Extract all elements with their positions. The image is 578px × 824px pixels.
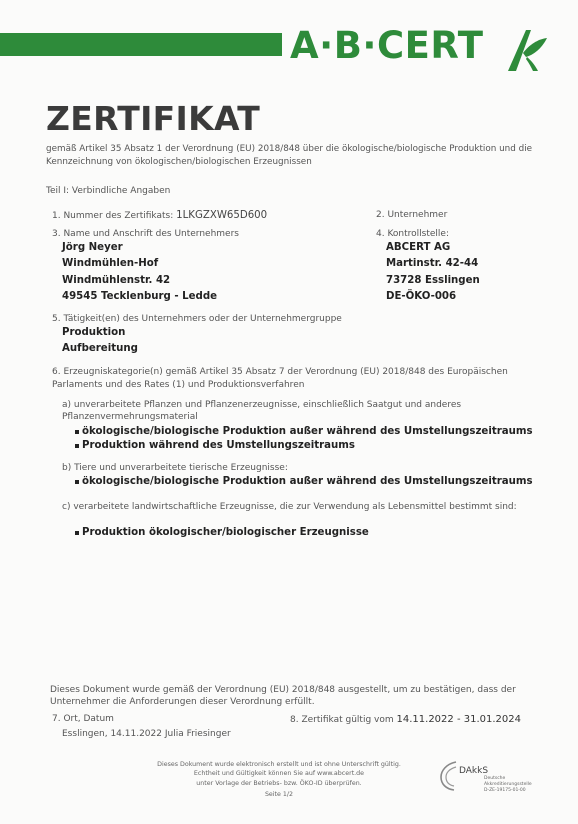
bullet-icon: [75, 444, 79, 448]
activities-label: 5. Tätigkeit(en) des Unternehmers oder der Unternehmergruppe: [52, 314, 342, 324]
footer-line: unter Vorlage der Betriebs- bzw. ÖKO-ID überprüfen.: [196, 779, 362, 787]
place-date-label: 7. Ort, Datum: [52, 714, 114, 724]
dakks-subtext: [484, 776, 532, 794]
dakks-subtext-line: Deutsche: [484, 776, 506, 781]
activity-item: Produktion: [62, 327, 126, 338]
dakks-name: DAkkS: [459, 766, 489, 776]
address-line: Jörg Neyer: [62, 242, 123, 253]
bullet-icon: [75, 430, 79, 434]
category-b-item-text: ökologische/biologische Produktion außer während des Umstellungszeitraums: [82, 476, 533, 487]
category-a-label: a) unverarbeitete Pflanzen und Pflanzenerzeugnisse, einschließlich Saatgut und anderes Pflanzenvermehrungsmaterial: [62, 400, 462, 422]
page-number: Seite 1/2: [264, 790, 294, 798]
category-a-item: [75, 440, 355, 451]
place-date-value: Esslingen, 14.11.2022 Julia Friesinger: [62, 729, 231, 739]
validity: [290, 714, 521, 725]
address-line: Windmühlenstr. 42: [62, 275, 171, 286]
category-a-item: [75, 426, 533, 437]
bullet-icon: [75, 480, 79, 484]
control-body-line: ABCERT AG: [386, 242, 451, 253]
categories-label: 6. Erzeugniskategorie(n) gemäß Artikel 35 Absatz 7 der Verordnung (EU) 2018/848 des Europäischen Parlaments und des Rates (1) und Produktionsverfahren: [52, 367, 508, 390]
category-c-item-text: Produktion ökologischer/biologischer Erzeugnisse: [82, 527, 369, 538]
part-heading: Teil I: Verbindliche Angaben: [46, 186, 171, 196]
control-body-label: 4. Kontrollstelle:: [376, 229, 449, 239]
category-b-item: [75, 476, 533, 487]
operator-label: 2. Unternehmer: [376, 210, 448, 220]
activity-item: Aufbereitung: [62, 343, 138, 354]
certificate-number-value: 1LKGZXW65D600: [176, 210, 268, 221]
bullet-icon: [75, 531, 79, 535]
address-label: 3. Name und Anschrift des Unternehmers: [52, 229, 239, 239]
document-subtitle: gemäß Artikel 35 Absatz 1 der Verordnung (EU) 2018/848 über die ökologische/biologische Produktion und die Kennzeichnung von ökologischen/biologischen Erzeugnissen: [46, 144, 533, 167]
validity-value: 14.11.2022 - 31.01.2024: [396, 714, 521, 725]
control-body-line: DE-ÖKO-006: [386, 291, 457, 302]
control-body-line: 73728 Esslingen: [386, 275, 480, 286]
address-line: Windmühlen-Hof: [62, 258, 159, 269]
address-line: 49545 Tecklenburg - Ledde: [62, 291, 218, 302]
footer-note: [124, 760, 434, 799]
dakks-subtext-line: Akkreditierungsstelle: [484, 782, 532, 787]
category-a-item-text: Produktion während des Umstellungszeitraums: [82, 440, 355, 451]
category-c-item: [75, 527, 369, 538]
dakks-subtext-line: D-ZE-19175-01-00: [484, 788, 526, 793]
statement: Dieses Dokument wurde gemäß der Verordnung (EU) 2018/848 ausgestellt, um zu bestätigen, dass der Unternehmer die Anforderungen dieser Verordnung erfüllt.: [50, 685, 516, 707]
document-title: ZERTIFIKAT: [46, 99, 261, 138]
logo-text: A·B·CERT: [290, 24, 484, 67]
validity-label: 8. Zertifikat gültig vom: [290, 715, 394, 725]
header-green-band: [0, 33, 282, 56]
footer-line: Echtheit und Gültigkeit können Sie auf www.abcert.de: [193, 770, 365, 778]
control-body-line: Martinstr. 42-44: [386, 258, 479, 269]
category-a-item-text: ökologische/biologische Produktion außer während des Umstellungszeitraums: [82, 426, 533, 437]
dakks-logo-icon: [438, 759, 460, 793]
certificate-number: [52, 210, 267, 221]
category-c-label: c) verarbeitete landwirtschaftliche Erzeugnisse, die zur Verwendung als Lebensmittel bestimmt sind:: [62, 502, 517, 512]
certificate-number-label: 1. Nummer des Zertifikats:: [52, 211, 174, 221]
dakks-accreditation-mark: [438, 757, 538, 803]
footer-line: Dieses Dokument wurde elektronisch erstellt und ist ohne Unterschrift gültig.: [157, 761, 401, 768]
category-b-label: b) Tiere und unverarbeitete tierische Erzeugnisse:: [62, 463, 288, 473]
leaf-logo-icon: [502, 27, 550, 73]
